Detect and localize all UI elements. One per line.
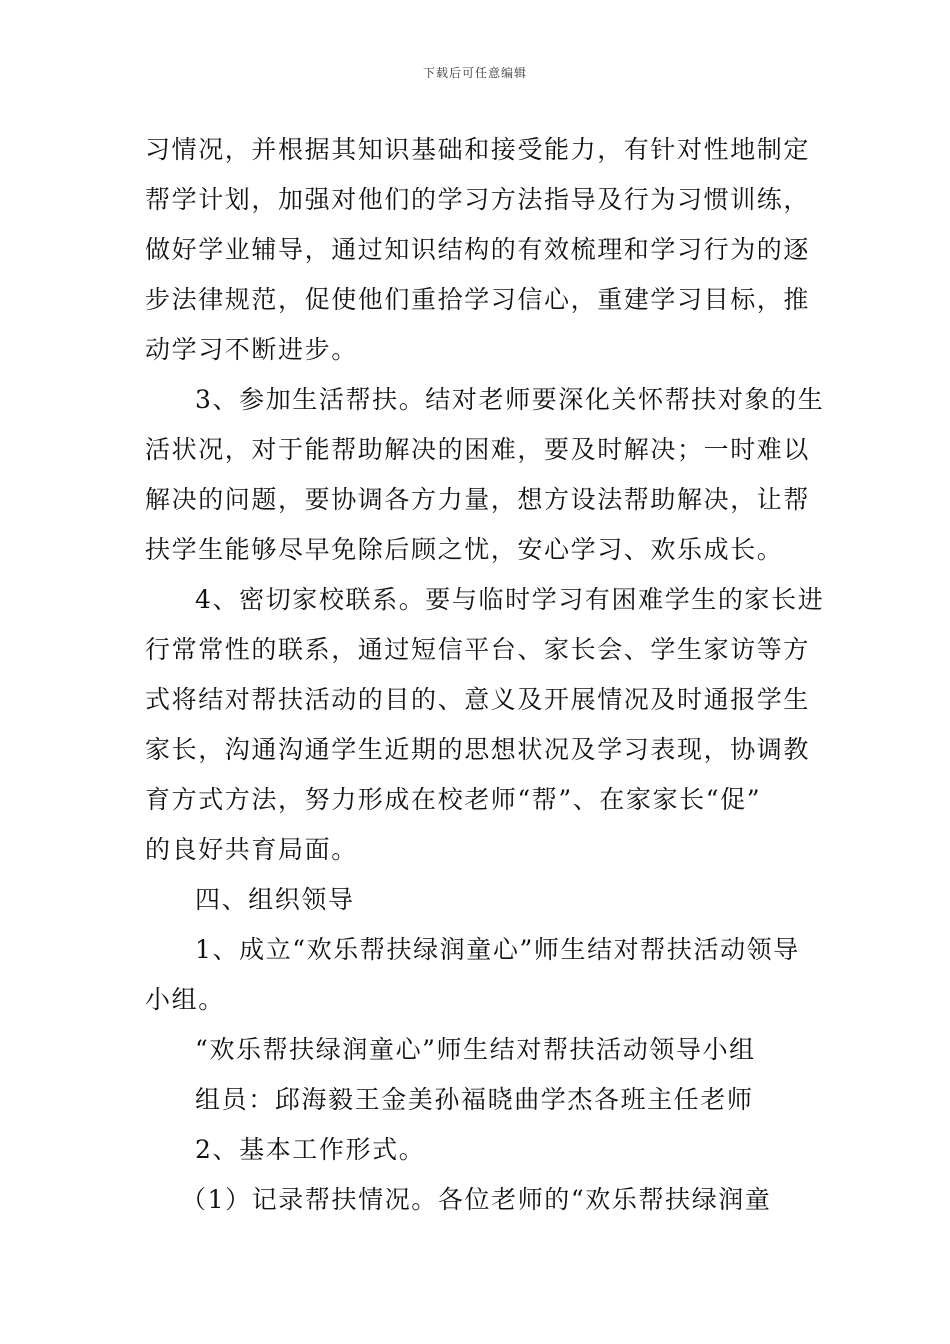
text-line: 做好学业辅导，通过知识结构的有效梳理和学习行为的逐	[145, 235, 811, 264]
text-line: 帮学计划，加强对他们的学习方法指导及行为习惯训练，	[145, 185, 811, 214]
paragraph-start: 1、成立“欢乐帮扶绿润童心”师生结对帮扶活动领导	[195, 935, 800, 964]
group-members: 组员：邱海毅王金美孙福晓曲学杰各班主任老师	[195, 1085, 754, 1114]
text-line: 小组。	[145, 985, 225, 1014]
text-line: 育方式方法，努力形成在校老师“帮”、在家家长“促”	[145, 785, 762, 814]
document-body	[145, 125, 825, 1225]
text-line: 步法律规范，促使他们重拾学习信心，重建学习目标，推	[145, 285, 811, 314]
text-line: 家长，沟通沟通学生近期的思想状况及学习表现，协调教	[145, 735, 811, 764]
paragraph-start: 3、参加生活帮扶。结对老师要深化关怀帮扶对象的生	[195, 385, 825, 414]
paragraph-start: 2、基本工作形式。	[195, 1135, 426, 1164]
text-line: 习情况，并根据其知识基础和接受能力，有针对性地制定	[145, 135, 811, 164]
section-heading: 四、组织领导	[195, 885, 355, 914]
text-line: 行常常性的联系，通过短信平台、家长会、学生家访等方	[145, 635, 811, 664]
text-line: 解决的问题，要协调各方力量，想方设法帮助解决，让帮	[145, 485, 811, 514]
text-line: 式将结对帮扶活动的目的、意义及开展情况及时通报学生	[145, 685, 811, 714]
page-header: 下载后可任意编辑	[422, 66, 527, 80]
text-line: 扶学生能够尽早免除后顾之忧，安心学习、欢乐成长。	[145, 535, 784, 564]
text-line: 的良好共育局面。	[145, 835, 358, 864]
text-line: 活状况，对于能帮助解决的困难，要及时解决；一时难以	[145, 435, 811, 464]
text-line: 动学习不断进步。	[145, 335, 358, 364]
paragraph-start: （1）记录帮扶情况。各位老师的“欢乐帮扶绿润童	[181, 1185, 772, 1214]
paragraph-start: 4、密切家校联系。要与临时学习有困难学生的家长进	[195, 585, 825, 614]
group-title: “欢乐帮扶绿润童心”师生结对帮扶活动领导小组	[195, 1035, 756, 1064]
